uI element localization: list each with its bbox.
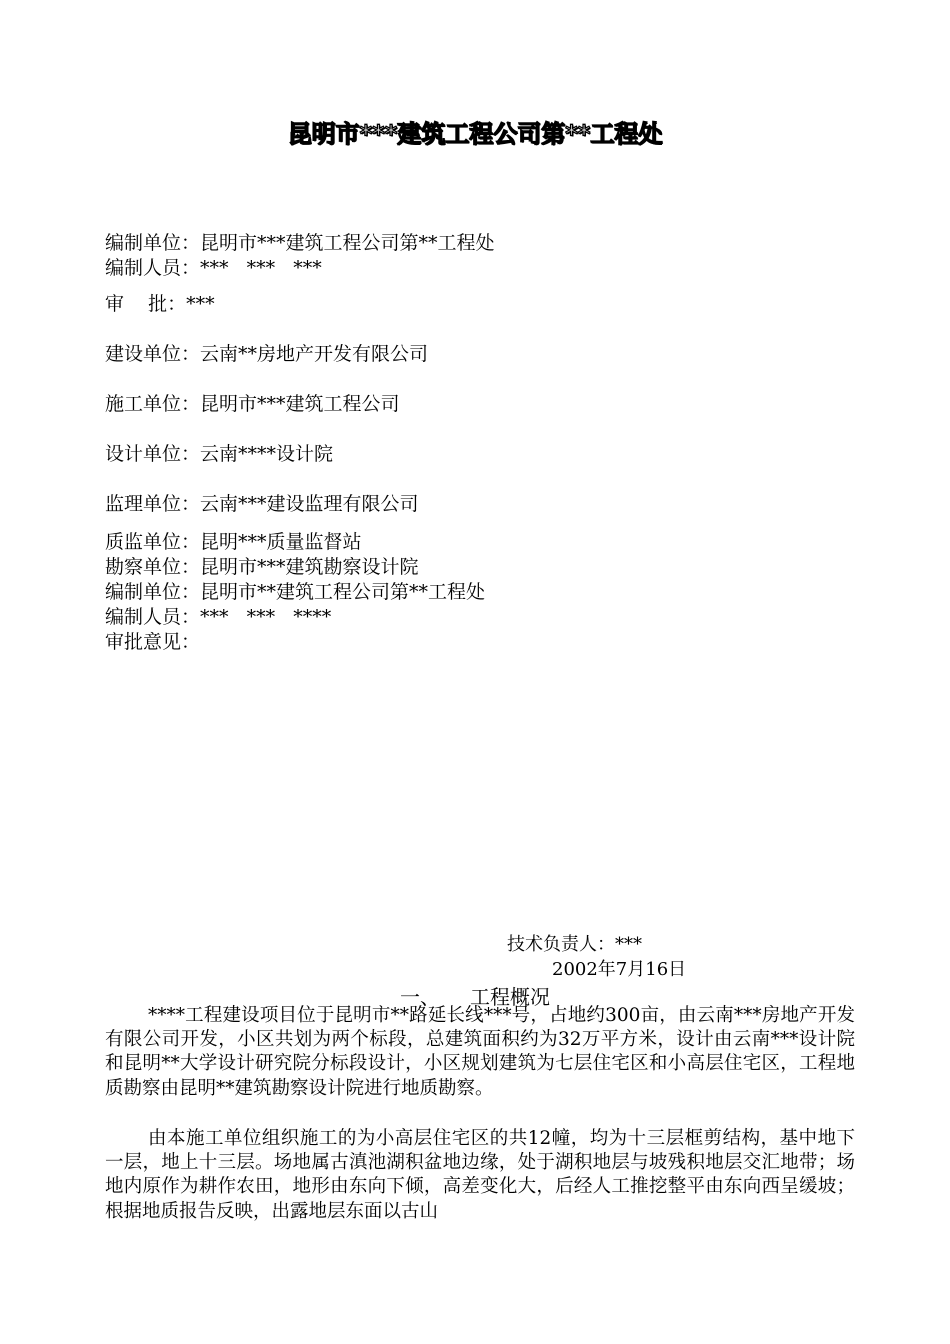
info-row-compiling-unit <box>105 231 495 256</box>
info-value: *** <box>186 293 215 315</box>
info-value: 云南**房地产开发有限公司 <box>200 343 429 365</box>
info-row-compilers-2 <box>105 605 331 630</box>
info-label: 勘察单位： <box>105 556 201 578</box>
info-value: 昆明市***建筑勘察设计院 <box>200 556 419 578</box>
info-label: 审批意见： <box>105 631 201 653</box>
info-label: 施工单位： <box>105 393 201 415</box>
info-label: 编制单位： <box>105 581 201 603</box>
info-label: 编制人员： <box>105 257 201 279</box>
info-label: 质监单位： <box>105 531 201 553</box>
info-value: 昆明***质量监督站 <box>200 531 362 553</box>
info-label: 设计单位： <box>105 443 201 465</box>
info-row-construction-owner <box>105 342 428 367</box>
info-label: 建设单位： <box>105 343 201 365</box>
info-row-compiling-unit-2 <box>105 580 485 605</box>
info-row-design-unit <box>105 442 333 467</box>
info-value: 云南****设计院 <box>200 443 334 465</box>
info-row-approval <box>105 292 215 317</box>
info-row-quality-station <box>105 530 362 555</box>
tech-lead-signature: 技术负责人：*** <box>507 934 642 955</box>
info-row-approval-opinion <box>105 630 200 655</box>
paragraph: 由本施工单位组织施工的为小高层住宅区的共12幢，均为十三层框剪结构，基中地下一层，地上十三层。场地属古滇池湖积盆地边缘，处于湖积地层与坡残积地层交汇地带；场地内原作为耕作农田，地形由东向下倾，高差变化大，后经人工推挖整平由东向西呈缓坡；根据地质报告反映，出露地层东面以古山 <box>105 1128 855 1222</box>
info-value: *** *** **** <box>200 606 332 628</box>
info-row-survey-unit <box>105 555 419 580</box>
info-label: 监理单位： <box>105 493 201 515</box>
info-row-compilers <box>105 256 322 281</box>
paragraph: ****工程建设项目位于昆明市**路延长线***号，占地约300亩，由云南***房地产开发有限公司开发，小区共划为两个标段，总建筑面积约为32万平方米，设计由云南***设计院和昆明**大学设计研究院分标段设计，小区规划建筑为七层住宅区和小高层住宅区，工程地质勘察由昆明**建筑勘察设计院进行地质勘察。 <box>105 1005 855 1099</box>
info-row-contractor <box>105 392 400 417</box>
info-label: 编制人员： <box>105 606 201 628</box>
info-value: 云南***建设监理有限公司 <box>200 493 419 515</box>
info-row-supervision-unit <box>105 492 419 517</box>
info-value: 昆明市***建筑工程公司第**工程处 <box>200 232 495 254</box>
info-value: 昆明市***建筑工程公司 <box>200 393 400 415</box>
page-title: 昆明市***建筑工程公司第**工程处 <box>287 120 663 148</box>
section-title: 工程概况 <box>470 985 550 1009</box>
info-value: *** *** *** <box>200 257 322 279</box>
info-label: 审 批： <box>105 293 187 315</box>
info-label: 编制单位： <box>105 232 201 254</box>
info-value: 昆明市**建筑工程公司第**工程处 <box>200 581 486 603</box>
document-date: 2002年7月16日 <box>552 959 687 980</box>
section-number: 一、 <box>400 985 440 1009</box>
